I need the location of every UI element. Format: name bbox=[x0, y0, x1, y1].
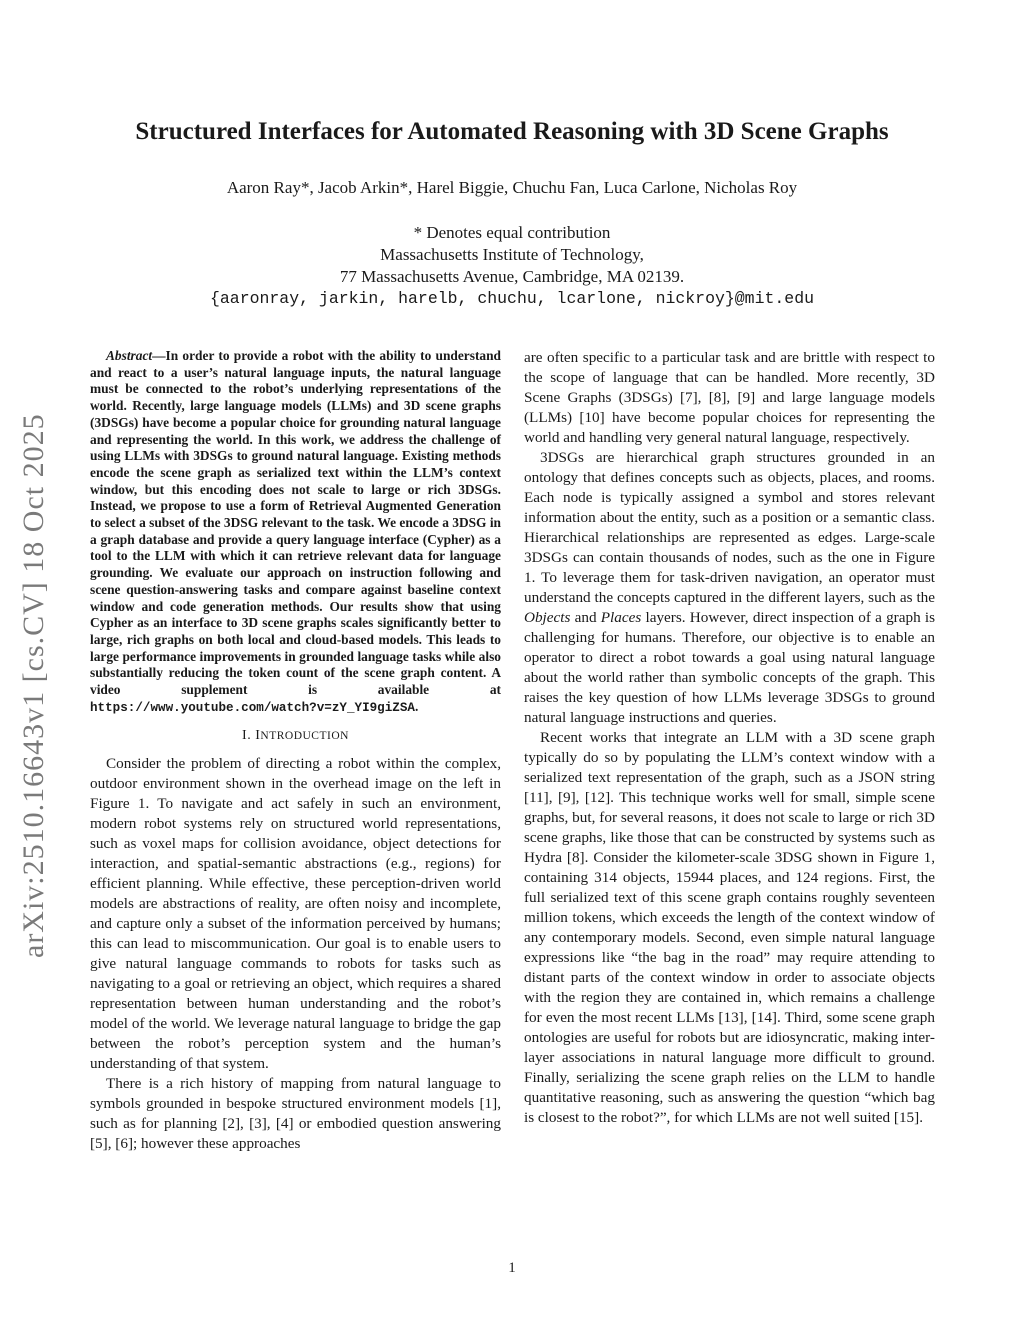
objects-term: Objects bbox=[524, 609, 571, 626]
continued-paragraph: are often specific to a particular task and are brittle with respect to the scope of language that can be handled. More recently, 3D Scene Graphs (3DSGs) [7], [8], [9] and large language models (LLMs) [10] have become popular choices for representing the world and handling very general natural language, respectively. bbox=[524, 349, 935, 446]
3dsg-text-b: layers. However, direct inspection of a graph is challenging for humans. Therefore, our objective is to enable an operator to direct a robot towards a goal using natural language about the world rather than symbolic concepts of the graph. This raises the key question of how LLMs leverage 3DSGs to ground natural language instructions and queries. bbox=[524, 609, 936, 726]
page-number: 1 bbox=[508, 1260, 516, 1276]
author-list: Aaron Ray*, Jacob Arkin*, Harel Biggie, Chuchu Fan, Luca Carlone, Nicholas Roy bbox=[226, 178, 798, 197]
abstract-end: . bbox=[414, 698, 419, 714]
intro-paragraph-1: Consider the problem of directing a robot within the complex, outdoor environment shown in the overhead image on the left in Figure 1. To navigate and act safely in such an environment, modern robot systems rely on structured world representations, such as voxel maps for collision avoidance, object detections for interaction, and spatial-semantic abstractions (e.g., regions) for efficient planning. While effective, these perception-driven world models are abstractions of reality, are often noisy and incomplete, and capture only a subset of the information perceived by humans; this can lead to miscommunication. Our goal is to enable users to give natural language commands to robots for tasks such as navigating to a goal or retrieving an object, which requires a shared representation between human understanding and the robot’s model of the world. We leverage natural language to bridge the gap between the robot’s perception system and the human’s understanding of that system. bbox=[90, 755, 501, 1073]
places-term: Places bbox=[600, 609, 642, 626]
left-column bbox=[90, 348, 501, 1154]
abstract bbox=[90, 348, 501, 716]
paper-title: Structured Interfaces for Automated Reasoning with 3D Scene Graphs bbox=[135, 118, 889, 145]
abstract-label: Abstract bbox=[106, 348, 153, 363]
affiliation-block bbox=[0, 222, 1024, 310]
recent-works-paragraph: Recent works that integrate an LLM with a 3D scene graph typically do so by populating the LLM’s context window with a serialized text representation of the graph, such as a JSON string [11], [9], [12]. This technique works well for small, simple scene graphs, but, for several reasons, it does not scale to large or rich 3D scene graphs, like those that can be constructed by systems such as Hydra [8]. Consider the kilometer-scale 3DSG shown in Figure 1, containing 314 objects, 15944 places, and 124 regions. First, the full serialized text of this scene graph contains roughly seventeen million tokens, which exceeds the length of the context window of any contemporary models. Second, even simple natural language expressions like “the bag in the road” may require attending to distant parts of the context window in order to associate objects with the region they are contained in, which remains a challenge for even the most recent LLMs [13], [14]. Third, some scene graph ontologies are useful for robots but are idiosyncratic, making inter-layer associations in natural language more difficult to ground. Finally, serializing the scene graph relies on the LLM to handle quantitative reasoning, such as answering the question “which bag is closest to the robot?”, for which LLMs are not well suited [15]. bbox=[524, 729, 935, 1126]
author-emails[interactable]: {aaronray, jarkin, harelb, chuchu, lcarlone, nickroy}@mit.edu bbox=[210, 289, 814, 308]
section-first-letter: I bbox=[255, 728, 261, 744]
abstract-dash: — bbox=[152, 348, 166, 363]
right-column bbox=[524, 348, 935, 1128]
and-text: and bbox=[570, 609, 601, 626]
video-link[interactable]: https://www.youtube.com/watch?v=zY_YI9giZSA bbox=[90, 700, 415, 715]
3dsg-paragraph bbox=[524, 448, 935, 728]
section-title-rest: NTRODUCTION bbox=[260, 730, 349, 743]
institution: Massachusetts Institute of Technology, bbox=[380, 245, 644, 264]
section-number: I. bbox=[242, 728, 252, 744]
equal-contribution-note: * Denotes equal contribution bbox=[413, 223, 611, 242]
section-heading-introduction bbox=[90, 726, 501, 746]
intro-paragraph-2: There is a rich history of mapping from natural language to symbols grounded in bespoke structured environment models [1], such as for planning [2], [3], [4] or embodied question answering [5], [6]; however these approaches bbox=[90, 1075, 501, 1153]
arxiv-identifier: arXiv:2510.16643v1 [cs.CV] 18 Oct 2025 bbox=[17, 413, 50, 958]
abstract-body: In order to provide a robot with the ability to understand and react to a user’s natural language inputs, the natural language must be connected to the robot’s underlying representations of the world. Recently, large language models (LLMs) and 3D scene graphs (3DSGs) have become a popular choice for grounding natural language and representing the world. In this work, we address the challenge of using LLMs with 3DSGs to ground natural language. Existing methods encode the scene graph as serialized text within the LLM’s context window, but this encoding does not scale to large or rich 3DSGs. Instead, we propose to use a form of Retrieval Augmented Generation to select a subset of the 3DSG relevant to the task. We encode a 3DSG in a graph database and provide a query language interface (Cypher) as a tool to the LLM with which it can retrieve relevant data for language grounding. We evaluate our approach on instruction following and scene question-answering tasks and compare against baseline context window and code generation methods. Our results show that using Cypher as an interface to 3D scene graphs scales significantly better to large, rich graphs on both local and cloud-based models. This leads to large performance improvements in grounded language tasks while also substantially reducing the token count of the scene graph content. A video supplement is available at bbox=[90, 348, 501, 698]
address: 77 Massachusetts Avenue, Cambridge, MA 02139. bbox=[339, 267, 685, 286]
3dsg-text-a: 3DSGs are hierarchical graph structures grounded in an ontology that defines concepts such as objects, places, and rooms. Each node is typically assigned a symbol and stores relevant information about the entity, such as a position or a semantic class. Hierarchical relationships are represented as edges. Large-scale 3DSGs can contain thousands of nodes, such as the one in Figure 1. To leverage them for task-driven navigation, an operator must understand the concepts captured in the different layers, such as the bbox=[524, 449, 935, 606]
